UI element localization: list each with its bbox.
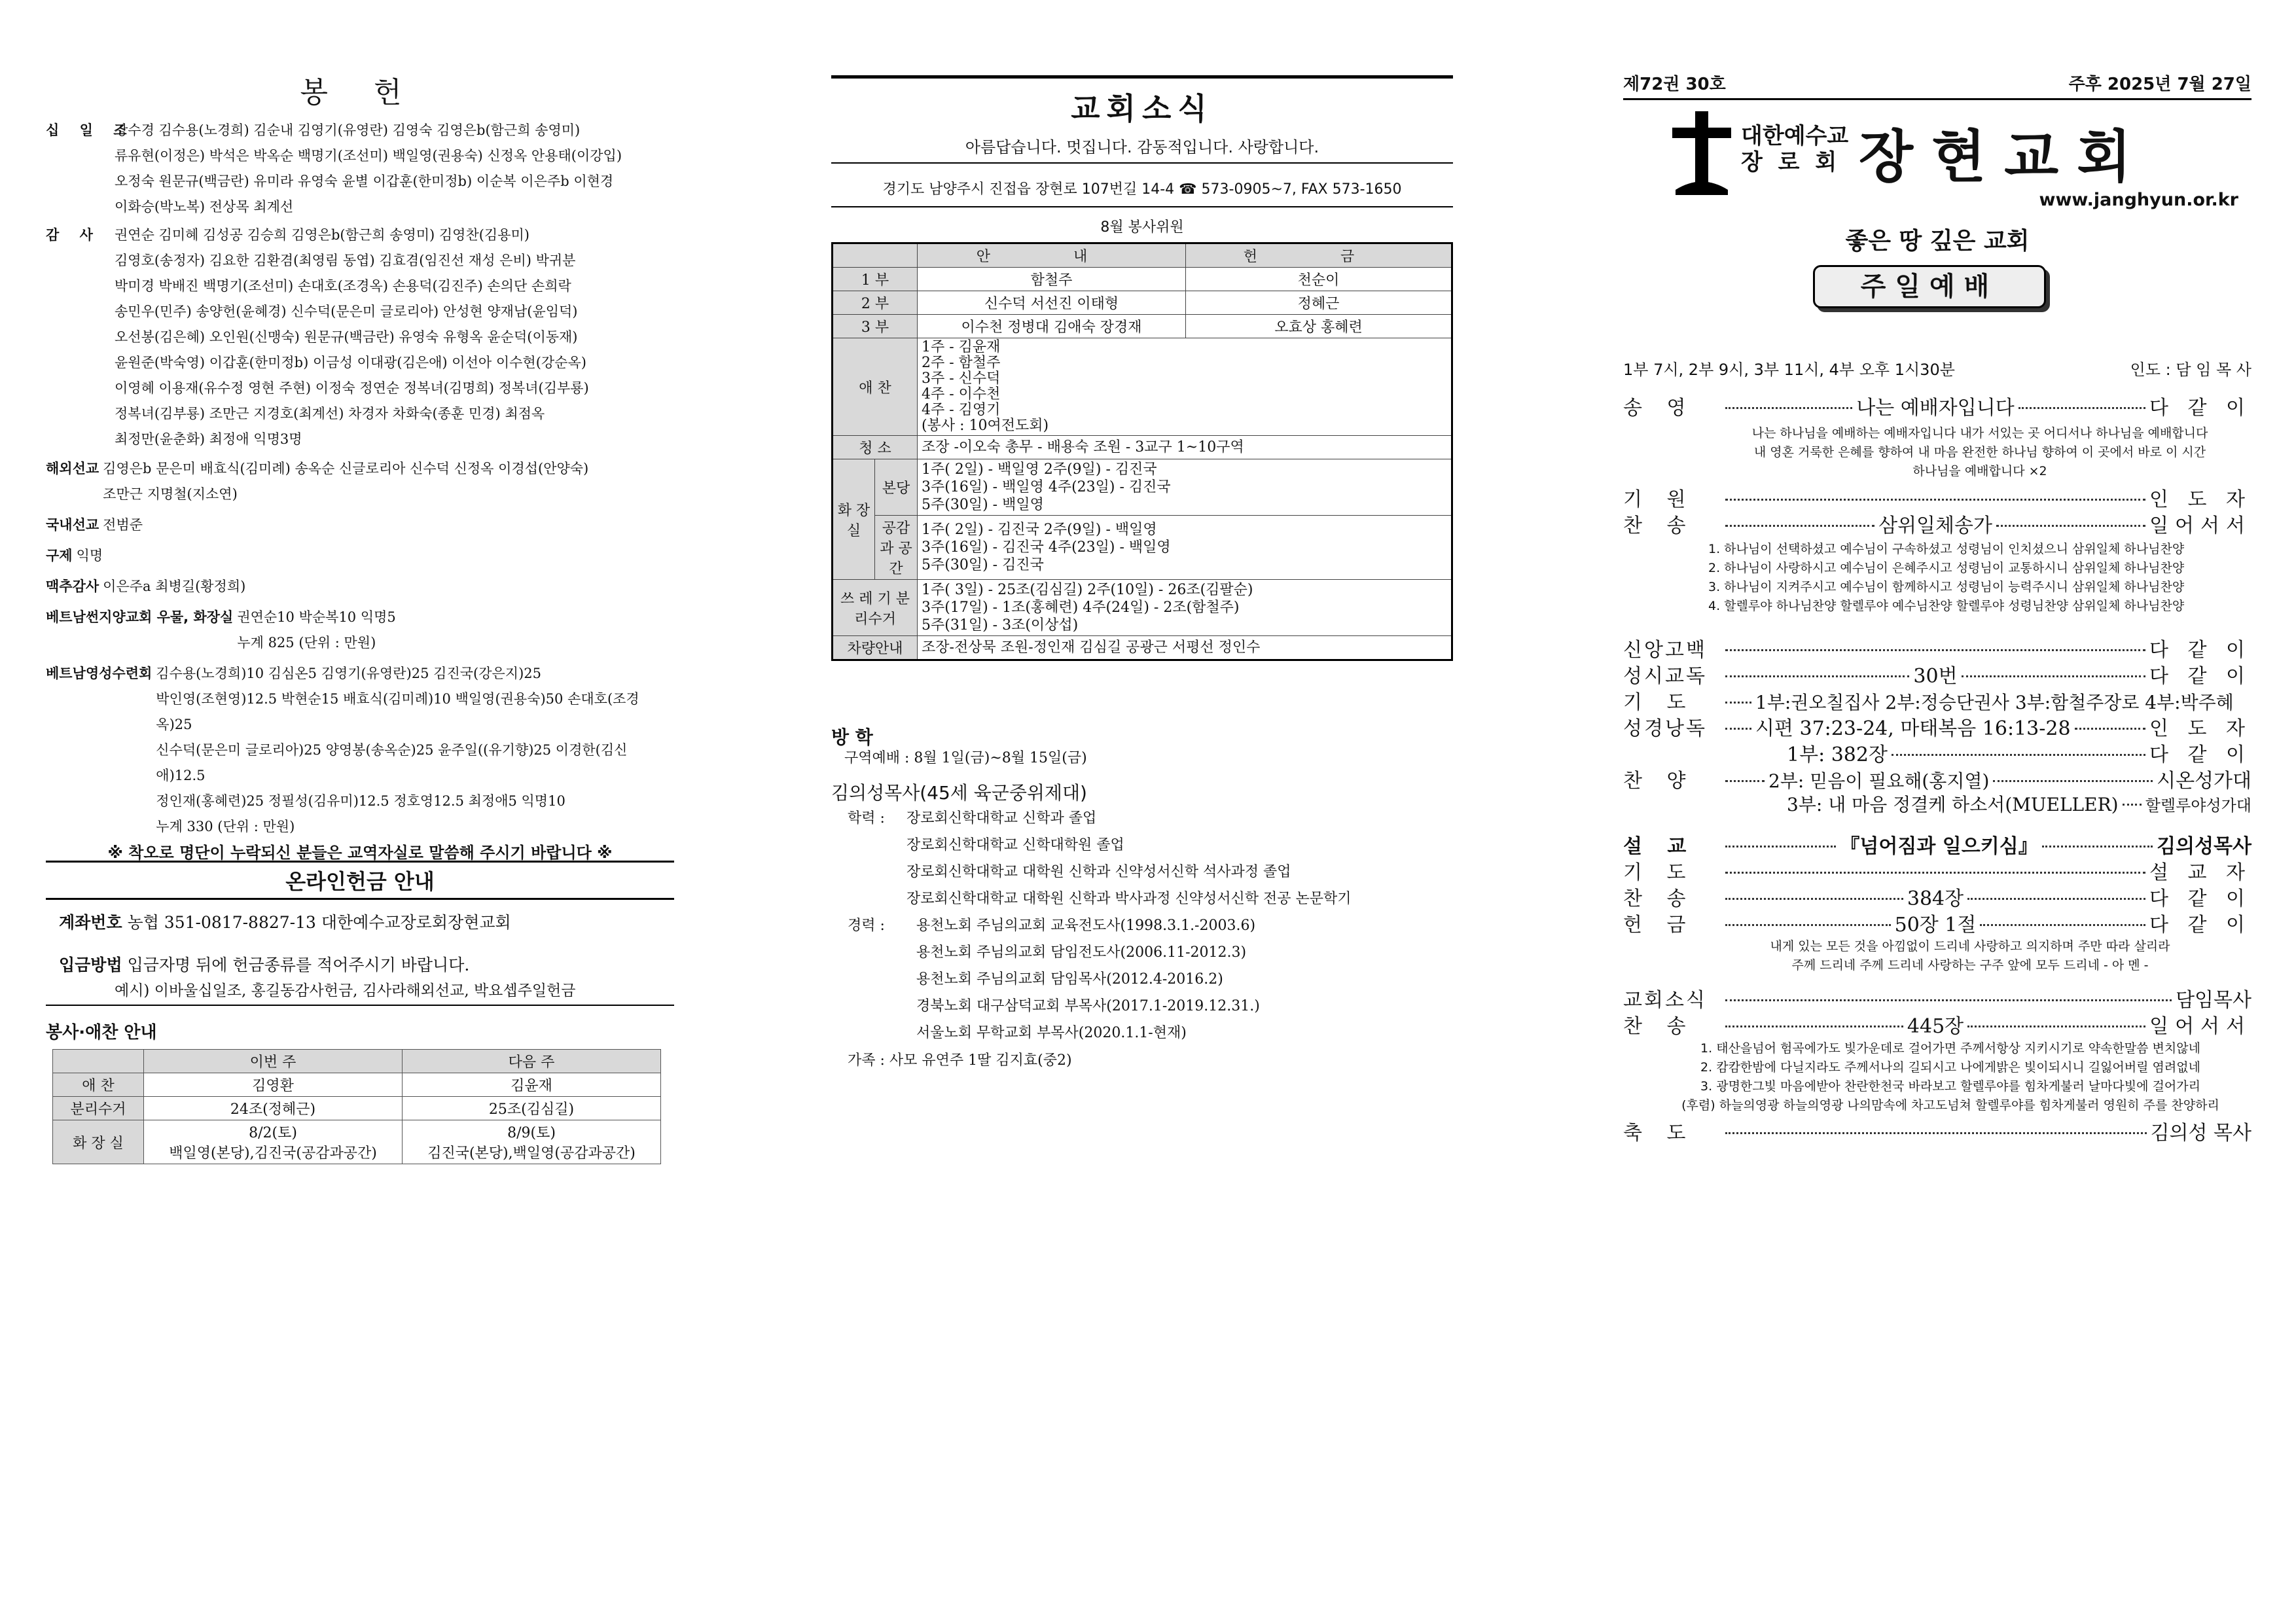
order-label: 송 영 bbox=[1623, 397, 1695, 419]
dotted-leader bbox=[1725, 499, 2145, 501]
order-item bbox=[1623, 509, 2251, 537]
offering-domestic bbox=[46, 512, 674, 538]
dotted-leader bbox=[1725, 702, 1751, 704]
table-header-cell: 다음 주 bbox=[403, 1050, 661, 1073]
month-volunteer-title: 8월 봉사위원 bbox=[1100, 219, 1184, 236]
offering-label: 해외선교 bbox=[46, 461, 99, 476]
order-item bbox=[1623, 764, 2251, 793]
order-content: 1부:권오칠집사 2부:정승단권사 3부:함철주장로 4부:박주혜 bbox=[1755, 692, 2234, 713]
denomination-line-1: 대한예수교 bbox=[1741, 123, 1849, 149]
table-cell bbox=[403, 1120, 661, 1164]
offering-column bbox=[46, 0, 674, 1623]
offering-title: 봉 헌 bbox=[300, 76, 420, 109]
order-item bbox=[1623, 633, 2251, 662]
lyric-offering: 내게 있는 모든 것을 아낌없이 드리네 사랑하고 의지하며 주만 따라 살리라 주께 드리네 주께 드리네 사랑하는 구주 앞에 모두 드리네 - 아 멘 - bbox=[1770, 939, 2170, 972]
order-performer: 다 같 이 bbox=[2149, 397, 2251, 419]
offering-label: 구제 bbox=[46, 548, 73, 563]
news-column bbox=[831, 0, 1453, 1623]
dotted-leader bbox=[2123, 804, 2142, 806]
table-cell: 조장 -이오숙 총무 - 배용숙 조원 - 3교구 1~10구역 bbox=[918, 436, 1452, 459]
order-content: 50장 1절 bbox=[1894, 914, 1977, 936]
table-row bbox=[833, 268, 1452, 291]
offering-names: 권연순 김미혜 김성공 김승희 김영은b(함근희 송영미) 김영찬(김용미) 김영호(송정자) 김요한 김환겸(최영림 동엽) 김효겸(임진선 재성 은비) 박귀분 박미경 박배진 백명기(조선미) 손대호(조경옥) 손용덕(김진주) 손의단 손희락 송민우(민주) 송양헌(윤혜경) 신수덕(문은미 글로리아) 안성현 양재남(윤임덕) 오선봉(김은혜) 오인원(신맹숙) 원문규(백금란) 유영숙 유형옥 윤순덕(이동재) 윤원준(박숙영) 이갑훈(한미정b) 이금성 이대광(김은애) 이선아 이수현(강순옥) 이영혜 이용재(유수정 영현 주현) 이정숙 정연순 정복녀(김명희) 정복녀(김부룡) 정복녀(김부룡) 조만근 지경호(최계선) 차경자 차화숙(종훈 민경) 최점옥 최정만(윤춘화) 최정애 익명3명 bbox=[115, 227, 589, 447]
order-label: 교회소식 bbox=[1623, 989, 1707, 1012]
table-cell: 쓰 레 기 분리수거 bbox=[833, 580, 918, 636]
order-performer: 다 같 이 bbox=[2149, 914, 2251, 936]
toilet-date: 8/2(토) bbox=[249, 1125, 297, 1141]
table-row bbox=[833, 436, 1452, 459]
service-times: 1부 7시, 2부 9시, 3부 11시, 4부 오후 1시30분 bbox=[1623, 361, 1955, 379]
offering-label: 베트남썬지양교회 우물, 화장실 bbox=[46, 609, 234, 625]
order-label: 기 원 bbox=[1623, 488, 1695, 511]
order-content: 30번 bbox=[1913, 665, 1958, 688]
lyric-hymn: 1. 태산을넘어 험곡에가도 빛가운데로 걸어가면 주께서항상 지키시기로 약속한말씀 변치않네 2. 캄캄한밤에 다닐지라도 주께서나의 길되시고 나에게밝은 빛이되시니 길잃어버릴 염려없네 3. 광명한그빛 마음에받아 찬란한천국 바라보고 할렐루야를 힘차게불러 날마다빛에 걸어가리 (후렴) 하늘의영광 하늘의영광 나의맘속에 차고도넘쳐 할렐루야를 힘차게불러 영원히 주를 찬양하리 bbox=[1681, 1041, 2219, 1113]
table-cell bbox=[144, 1120, 403, 1164]
offering-overseas bbox=[46, 456, 674, 507]
offering-label: 십 일 조 bbox=[46, 122, 135, 138]
account-line bbox=[59, 910, 511, 933]
table-header-cell bbox=[53, 1050, 144, 1073]
church-name: 장현교회 bbox=[1859, 124, 2150, 190]
table-cell: 화 장 실 bbox=[833, 459, 875, 580]
dotted-leader bbox=[1725, 924, 1891, 926]
dotted-leader bbox=[1967, 1026, 2145, 1027]
order-content: 2부: 믿음이 필요해(홍지열) bbox=[1768, 770, 1990, 792]
method-label: 입금방법 bbox=[59, 955, 122, 974]
table-row bbox=[53, 1073, 661, 1097]
order-performer: 설 교 자 bbox=[2149, 861, 2251, 884]
education-text: 장로회신학대학교 신학과 졸업 장로회신학대학교 신학대학원 졸업 장로회신학대학교 대학원 신학과 신약성서신학 석사과정 졸업 장로회신학대학교 대학원 신학과 박사과정 신약성서신학 전공 논문학기 bbox=[906, 810, 1352, 907]
table-cell: 본당 bbox=[875, 459, 918, 516]
order-label: 찬 송 bbox=[1623, 1015, 1695, 1038]
dotted-leader bbox=[1725, 407, 1852, 409]
order-item bbox=[1623, 856, 2251, 884]
table-header-cell: 헌 금 bbox=[1186, 243, 1452, 268]
offering-vietnam-well bbox=[46, 605, 674, 656]
denomination-line-2: 장 로 회 bbox=[1741, 149, 1841, 175]
order-content: 384장 bbox=[1907, 887, 1964, 910]
offering-relief bbox=[46, 543, 674, 569]
table-cell: 이수천 정병대 김애숙 장경재 bbox=[918, 315, 1186, 338]
lyric-trinity: 1. 하나님이 선택하셨고 예수님이 구속하셨고 성령님이 인치셨으니 삼위일체 하나님찬양 2. 하나님이 사랑하시고 예수님이 은혜주시고 성령님이 교통하시니 삼위일체 하나님찬양 3. 하나님이 지켜주시고 예수님이 함께하시고 성령님이 능력주시니 삼위일체 하나님찬양 4. 할렐루야 하나님찬양 할렐루야 예수님찬양 할렐루야 성령님찬양 삼위일체 하나님찬양 bbox=[1708, 542, 2185, 613]
cross-icon bbox=[1669, 111, 1734, 196]
order-performer: 할렐루야성가대 bbox=[2145, 796, 2251, 815]
order-content: 3부: 내 마음 정결케 하소서(MUELLER) bbox=[1787, 794, 2119, 815]
method-line bbox=[59, 952, 469, 976]
service-times-line bbox=[1623, 357, 2251, 380]
pastor-title: 김의성목사(45세 육군중위제대) bbox=[831, 782, 1087, 804]
order-label: 설 교 bbox=[1623, 835, 1696, 858]
offering-names: 전범준 bbox=[103, 517, 143, 533]
table-cell: 1주( 2일) - 백일영 2주(9일) - 김진국 3주(16일) - 백일영 4주(23일) - 김진국 5주(30일) - 백일영 bbox=[918, 459, 1452, 516]
table-row bbox=[53, 1097, 661, 1120]
career-label: 경력 : bbox=[848, 918, 885, 934]
order-item bbox=[1623, 791, 2251, 815]
order-item bbox=[1623, 483, 2251, 511]
divider bbox=[1623, 98, 2251, 100]
order-label: 기 도 bbox=[1623, 691, 1695, 714]
bulletin-cover-column bbox=[1623, 0, 2251, 1623]
method-value: 입금자명 뒤에 헌금종류를 적어주시기 바랍니다. bbox=[127, 955, 470, 974]
order-item bbox=[1623, 882, 2252, 910]
dotted-leader bbox=[1980, 924, 2145, 926]
dotted-leader bbox=[1993, 780, 2153, 782]
account-value: 농협 351-0817-8827-13 대한예수교장로회장현교회 bbox=[127, 913, 511, 932]
service-title-badge: 주일예배 bbox=[1813, 265, 2046, 308]
table-header-cell: 이번 주 bbox=[144, 1050, 403, 1073]
table-cell: 신수덕 서선진 이태형 bbox=[918, 291, 1186, 315]
offering-label: 감 사 bbox=[46, 227, 101, 243]
divider bbox=[46, 1005, 674, 1006]
dotted-leader bbox=[1962, 675, 2145, 677]
dotted-leader bbox=[1725, 872, 2145, 874]
table-row bbox=[833, 291, 1452, 315]
divider bbox=[831, 206, 1453, 207]
table-row bbox=[833, 459, 1452, 516]
offering-names: 강수경 김수용(노경희) 김순내 김영기(유영란) 김영숙 김영은b(함근희 송영미) 류유현(이정은) 박석은 박옥순 백명기(조선미) 백일영(권용숙) 신정옥 안용태(이강입) 오정숙 원문규(백금란) 유미라 유영숙 윤별 이갑훈(한미정b) 이순복 이은주b 이현경 이화승(박노복) 전상목 최계선 bbox=[115, 122, 622, 215]
order-label: 축 도 bbox=[1623, 1122, 1695, 1145]
vacation-title: 방 학 bbox=[831, 726, 873, 748]
table-row bbox=[53, 1120, 661, 1164]
order-item bbox=[1623, 830, 2252, 858]
dotted-leader bbox=[1892, 754, 2145, 756]
table-cell: 김영환 bbox=[144, 1073, 403, 1097]
table-cell: 25조(김심길) bbox=[403, 1097, 661, 1120]
table-cell: 김윤재 bbox=[403, 1073, 661, 1097]
order-item bbox=[1623, 712, 2251, 740]
order-label: 헌 금 bbox=[1623, 914, 1695, 936]
table-row bbox=[833, 636, 1452, 660]
dotted-leader bbox=[2075, 728, 2145, 730]
church-address: 경기도 남양주시 진접읍 장현로 107번길 14-4 ☎ 573-0905~7, FAX 573-1650 bbox=[882, 181, 1402, 198]
order-performer: 다 같 이 bbox=[2149, 887, 2252, 910]
offering-label: 베트남영성수련회 bbox=[46, 666, 152, 681]
order-item bbox=[1623, 1116, 2251, 1145]
table-cell: 오효상 홍혜련 bbox=[1186, 315, 1452, 338]
dotted-leader bbox=[1725, 898, 1903, 900]
online-offering-title: 온라인헌금 안내 bbox=[46, 861, 674, 900]
order-performer: 다 같 이 bbox=[2149, 743, 2251, 766]
volunteer-schedule-table bbox=[831, 242, 1453, 661]
church-motto: 좋은 땅 깊은 교회 bbox=[1845, 228, 2030, 255]
table-cell: 천순이 bbox=[1186, 268, 1452, 291]
order-performer: 김의성 목사 bbox=[2150, 1122, 2251, 1145]
table-row bbox=[833, 315, 1452, 338]
table-cell: 분리수거 bbox=[53, 1097, 144, 1120]
education-label: 학력 : bbox=[848, 810, 885, 827]
order-label: 찬 송 bbox=[1623, 887, 1695, 910]
table-row bbox=[833, 580, 1452, 636]
table-header-cell bbox=[833, 243, 918, 268]
order-label: 성경낭독 bbox=[1623, 717, 1707, 740]
dotted-leader bbox=[1725, 846, 1836, 847]
table-cell: 2 부 bbox=[833, 291, 918, 315]
offering-thanks bbox=[46, 223, 674, 452]
volunteer-table bbox=[52, 1049, 661, 1164]
volunteer-title: 봉사·애찬 안내 bbox=[46, 1023, 157, 1043]
order-content: 삼위일체송가 bbox=[1878, 514, 1992, 537]
table-cell: 1주 - 김윤재 2주 - 함철주 3주 - 신수덕 4주 - 이수천 4주 - 김영기 (봉사 : 10여전도회) bbox=[918, 338, 1452, 436]
table-cell: 공감과 공간 bbox=[875, 516, 918, 580]
career-text: 용천노회 주님의교회 교육전도사(1998.3.1.-2003.6) 용천노회 주님의교회 담임전도사(2006.11-2012.3) 용천노회 주님의교회 담임목사(2012.4-2016.2) 경북노회 대구삼덕교회 부목사(2017.1-2019.12.31.) 서울노회 무학교회 부목사(2020.1.1-현재) bbox=[916, 918, 1260, 1041]
order-label: 신앙고백 bbox=[1623, 639, 1707, 662]
order-item bbox=[1623, 660, 2252, 688]
table-header bbox=[53, 1050, 661, 1073]
order-label: 찬 양 bbox=[1623, 770, 1695, 793]
offering-names: 김영은b 문은미 배효식(김미례) 송옥순 신글로리아 신수덕 신정옥 이경섭(안양숙) 조만근 지명철(지소연) bbox=[103, 461, 589, 502]
dotted-leader bbox=[2042, 846, 2153, 847]
header-line bbox=[1623, 71, 2251, 95]
table-cell: 1주( 3일) - 25조(김심길) 2주(10일) - 26조(김팔순) 3주(17일) - 1조(홍혜련) 4주(24일) - 2조(함철주) 5주(31일) - 3조(이상섭) bbox=[918, 580, 1452, 636]
offering-names: 이은주a 최병길(황정희) bbox=[103, 579, 246, 594]
order-performer: 인 도 자 bbox=[2149, 488, 2251, 511]
order-label: 성시교독 bbox=[1623, 665, 1707, 688]
offering-list bbox=[46, 118, 674, 840]
offering-names: 권연순10 박순복10 익명5 누계 825 (단위 : 만원) bbox=[237, 609, 396, 651]
table-header-cell: 안 내 bbox=[918, 243, 1186, 268]
table-cell: 조장-전상묵 조원-정인재 김심길 공광근 서평선 정인수 bbox=[918, 636, 1452, 660]
bulletin-date: 주후 2025년 7월 27일 bbox=[2068, 75, 2251, 94]
order-performer: 김의성목사 bbox=[2157, 835, 2252, 858]
volume-number: 제72권 30호 bbox=[1623, 75, 1726, 94]
table-cell: 함철주 bbox=[918, 268, 1186, 291]
offering-label: 맥추감사 bbox=[46, 579, 99, 594]
order-item bbox=[1623, 686, 2251, 714]
news-title: 교회소식 bbox=[1071, 91, 1213, 126]
dotted-leader bbox=[1725, 1132, 2147, 1134]
table-row bbox=[833, 338, 1452, 436]
table-cell: 정혜근 bbox=[1186, 291, 1452, 315]
table-cell: 3 부 bbox=[833, 315, 918, 338]
dotted-leader bbox=[1725, 649, 2145, 651]
top-rule bbox=[831, 75, 1453, 79]
dotted-leader bbox=[1996, 525, 2145, 527]
order-item bbox=[1623, 738, 2251, 766]
order-item bbox=[1623, 391, 2251, 419]
order-label: 찬 송 bbox=[1623, 514, 1695, 537]
table-cell: 화 장 실 bbox=[53, 1120, 144, 1164]
offering-names: 김수용(노경희)10 김심온5 김영기(유영란)25 김진국(강은지)25 박인영(조현영)12.5 박현순15 배효식(김미례)10 백일영(권용숙)50 손대호(조경옥)25 신수덕(문은미 글로리아)25 양영봉(송옥순)25 윤주일((유기향)25 이경한(김신애)12.5 정인재(홍혜련)25 정필성(김유미)12.5 정호영12.5 최정애5 익명10 누계 330 (단위 : 만원) bbox=[156, 666, 639, 834]
omission-notice: ※ 착오로 명단이 누락되신 분들은 교역자실로 말씀해 주시기 바랍니다 ※ bbox=[107, 844, 613, 862]
vacation-text: 구역예배 : 8월 1일(금)~8월 15일(금) bbox=[844, 750, 1087, 766]
table-cell: 1 부 bbox=[833, 268, 918, 291]
table-cell: 애 찬 bbox=[833, 338, 918, 436]
order-performer: 다 같 이 bbox=[2149, 665, 2252, 688]
dotted-leader bbox=[1725, 675, 1909, 677]
order-performer: 다 같 이 bbox=[2149, 639, 2251, 662]
offering-label: 국내선교 bbox=[46, 517, 99, 533]
order-content: 445장 bbox=[1907, 1015, 1964, 1038]
table-row bbox=[833, 516, 1452, 580]
dotted-leader bbox=[1725, 1026, 1903, 1027]
order-label: 기 도 bbox=[1623, 861, 1695, 884]
order-performer: 일어서서 bbox=[2149, 514, 2251, 537]
order-performer: 시온성가대 bbox=[2157, 770, 2251, 793]
order-item bbox=[1623, 908, 2251, 936]
order-content: 나는 예배자입니다 bbox=[1856, 397, 2015, 419]
dotted-leader bbox=[1725, 780, 1765, 782]
table-cell: 1주( 2일) - 김진국 2주(9일) - 백일영 3주(16일) - 김진국 4주(23일) - 백일영 5주(30일) - 김진국 bbox=[918, 516, 1452, 580]
church-logo bbox=[1669, 111, 2193, 203]
order-content: 1부: 382장 bbox=[1787, 743, 1888, 766]
dotted-leader bbox=[2018, 407, 2145, 409]
offering-harvest bbox=[46, 574, 674, 599]
table-cell: 차량안내 bbox=[833, 636, 918, 660]
dotted-leader bbox=[1725, 999, 2172, 1001]
order-performer: 인 도 자 bbox=[2149, 717, 2251, 740]
toilet-names: 김진국(본당),백일영(공감과공간) bbox=[427, 1145, 636, 1162]
website-url[interactable]: www.janghyun.or.kr bbox=[2039, 190, 2238, 210]
table-cell: 청 소 bbox=[833, 436, 918, 459]
order-item bbox=[1623, 984, 2251, 1012]
family-text: 가족 : 사모 유연주 1딸 김지효(중2) bbox=[848, 1052, 1072, 1069]
table-cell: 24조(정혜근) bbox=[144, 1097, 403, 1120]
order-content: 시편 37:23-24, 마태복음 16:13-28 bbox=[1755, 717, 2071, 740]
order-item bbox=[1623, 1010, 2252, 1038]
toilet-date: 8/9(토) bbox=[507, 1125, 556, 1141]
order-performer: 담임목사 bbox=[2176, 989, 2251, 1012]
offering-tithe bbox=[46, 118, 674, 220]
order-performer: 일어서서 bbox=[2149, 1015, 2252, 1038]
account-label: 계좌번호 bbox=[59, 913, 122, 932]
dotted-leader bbox=[1967, 898, 2145, 900]
order-content: 『넘어짐과 일으키심』 bbox=[1840, 835, 2038, 858]
method-example: 예시) 이바울십일조, 홍길동감사헌금, 김사라해외선교, 박요셉주일헌금 bbox=[115, 982, 576, 999]
denomination bbox=[1741, 123, 1848, 175]
toilet-names: 백일영(본당),김진국(공감과공간) bbox=[169, 1145, 377, 1162]
table-cell: 애 찬 bbox=[53, 1073, 144, 1097]
dotted-leader bbox=[1725, 728, 1751, 730]
offering-names: 익명 bbox=[76, 548, 103, 563]
offering-vietnam-retreat bbox=[46, 661, 674, 840]
dotted-leader bbox=[1725, 525, 1874, 527]
table-header bbox=[833, 243, 1452, 268]
divider bbox=[831, 162, 1453, 164]
news-slogan: 아름답습니다. 멋집니다. 감동적입니다. 사랑합니다. bbox=[965, 138, 1319, 156]
lyric-praise: 나는 하나님을 예배하는 예배자입니다 내가 서있는 곳 어디서나 하나님을 예배합니다 내 영혼 거룩한 은혜를 향하여 내 마음 완전한 하나님 향하여 이 곳에서 바로 이 시간 하나님을 예배합니다 ×2 bbox=[1751, 426, 2208, 478]
service-leader: 인도 : 담 임 목 사 bbox=[2130, 361, 2251, 379]
